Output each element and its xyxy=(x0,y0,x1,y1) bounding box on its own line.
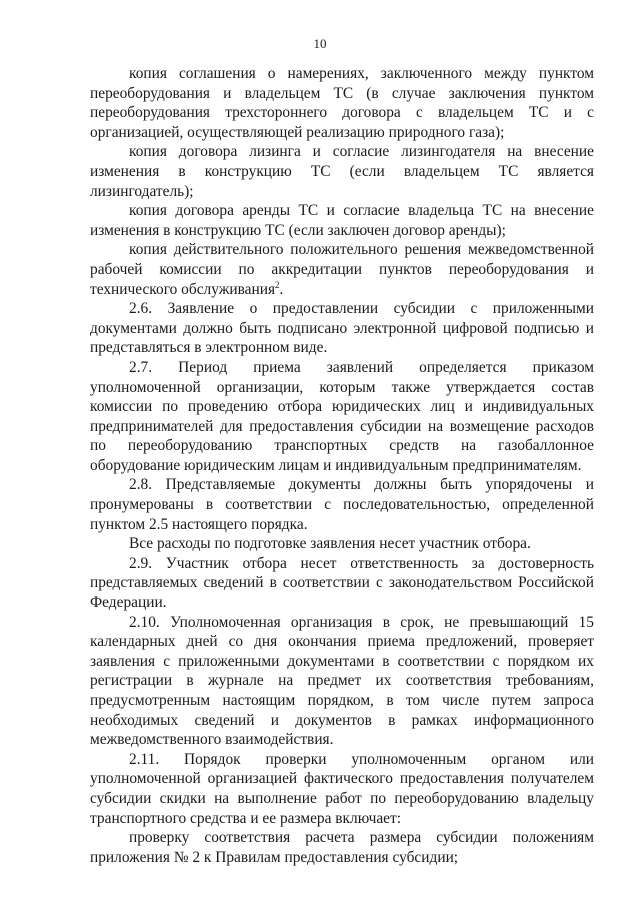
paragraph-agreement-copy: копия соглашения о намерениях, заключенного между пунктом переоборудования и владельцем ТС (в случае заключения пунктом переоборудования трехстороннего договора с владельцем ТС и с организацией, осуществляющей реализацию природного газа); xyxy=(90,65,594,141)
footnote-marker: 2 xyxy=(275,279,280,290)
paragraph-leasing-contract-copy: копия договора лизинга и согласие лизингодателя на внесение изменения в конструкцию ТС (если владельцем ТС является лизингодатель); xyxy=(90,143,594,200)
paragraph-2-10: 2.10. Уполномоченная организация в срок, не превышающий 15 календарных дней со дня окончания приема предложений, проверяет заявления с приложенными документами в соответствии с порядком их регистрации в журнале на предмет их соответствия требованиям, предусмотренным настоящим порядком, в том числе путем запроса необходимых сведений и документов в рамках информационного межведомственного взаимодействия. xyxy=(90,613,594,749)
paragraph-2-6: 2.6. Заявление о предоставлении субсидии с приложенными документами должно быть подписано электронной цифровой подписью и представляться в электронном виде. xyxy=(90,300,594,357)
document-body xyxy=(90,64,594,867)
paragraph-commission-decision-copy xyxy=(90,240,594,299)
paragraph-commission-decision-tail: . xyxy=(279,280,284,298)
paragraph-calculation-check: проверку соответствия расчета размера субсидии положениям приложения № 2 к Правилам предоставления субсидии; xyxy=(90,829,594,866)
paragraph-commission-decision-text: копия действительного положительного решения межведомственной рабочей комиссии по аккредитации пунктов переоборудования и технического обслуживания xyxy=(90,241,594,298)
paragraph-rental-contract-copy: копия договора аренды ТС и согласие владельца ТС на внесение изменения в конструкцию ТС (если заключен договор аренды); xyxy=(90,202,594,239)
paragraph-expenses: Все расходы по подготовке заявления несет участник отбора. xyxy=(129,535,531,553)
page-number: 10 xyxy=(313,36,327,51)
paragraph-2-11: 2.11. Порядок проверки уполномоченным органом или уполномоченной организацией фактического предоставления получателем субсидии скидки на выполнение работ по переоборудованию владельцу транспортного средства и ее размера включает: xyxy=(90,750,594,827)
paragraph-2-9: 2.9. Участник отбора несет ответственность за достоверность представляемых сведений в соответствии с законодательством Российской Федерации. xyxy=(90,554,594,612)
paragraph-2-7: 2.7. Период приема заявлений определяется приказом уполномоченной организации, которым также утверждается состав комиссии по проведению отбора юридических лиц и индивидуальных предпринимателей для предоставления субсидии на возмещение расходов по переоборудованию транспортных средств на газобаллонное оборудование юридическим лицам и индивидуальным предпринимателям. xyxy=(90,358,594,474)
paragraph-2-8: 2.8. Представляемые документы должны быть упорядочены и пронумерованы в соответствии с последовательностью, определенной пунктом 2.5 настоящего порядка. xyxy=(90,476,594,533)
